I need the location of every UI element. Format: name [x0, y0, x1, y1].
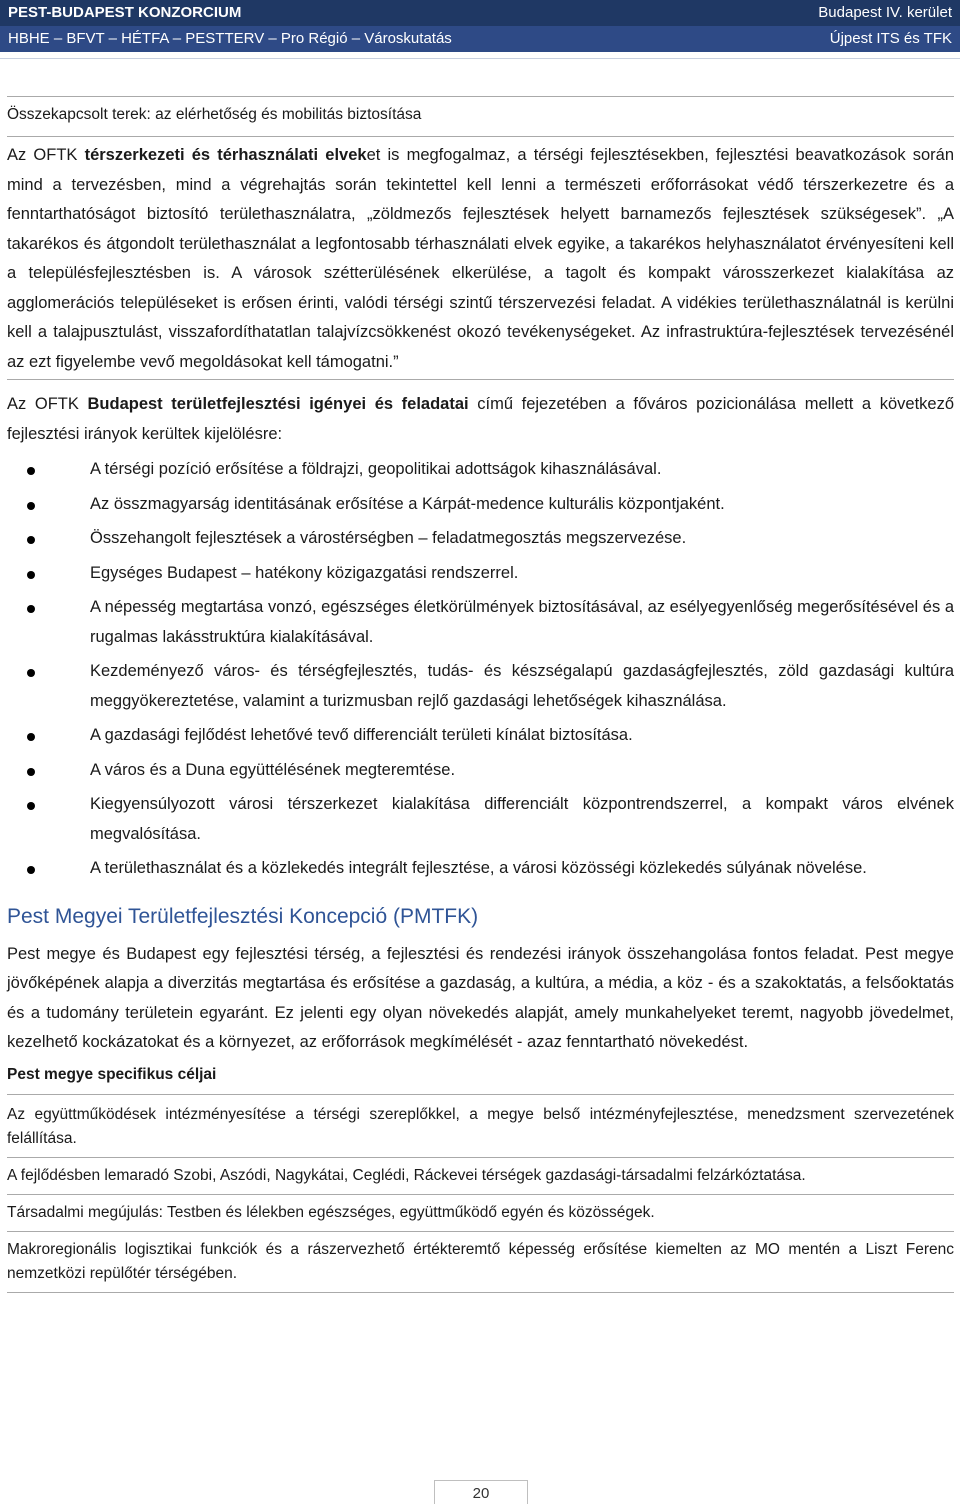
list-item: Kezdeményező város- és térségfejlesztés, tudás- és készségalapú gazdaságfejlesztés, zöld gazdasági kultúra meggyökereztetése, valamint a turizmusban rejlő gazdasági lehetőségek kihasználása.: [7, 657, 954, 716]
goal-item: Társadalmi megújulás: Testben és lélekben egészséges, együttműködő egyén és közösségek.: [7, 1195, 954, 1232]
bullet-icon: [27, 605, 35, 613]
goal-item: Makroregionális logisztikai funkciók és a rászervezhető értékteremtő képesség erősítése kiemelten az MO mentén a Liszt Ferenc nemzetközi repülőtér térségében.: [7, 1232, 954, 1293]
budapest-text-bold: Budapest területfejlesztési igényei és feladatai: [87, 395, 469, 413]
bullet-icon: [27, 866, 35, 874]
header-row-bottom: [0, 26, 960, 52]
goals-list: [7, 1097, 954, 1293]
goal-item: A fejlődésben lemaradó Szobi, Aszódi, Nagykátai, Ceglédi, Ráckevei térségek gazdasági-társadalmi felzárkóztatása.: [7, 1158, 954, 1195]
list-item: Az összmagyarság identitásának erősítése a Kárpát-medence kulturális központjaként.: [7, 490, 954, 520]
pmtfk-paragraph: Pest megye és Budapest egy fejlesztési térség, a fejlesztési és rendezési irányok összehangolása fontos feladat. Pest megye jövőképének alapja a diverzitás megtartása és erősítése a gazdaság, a kultúra, a média, a köz - és a szakoktatás, a felsőoktatás és a tudomány területein egyaránt. Ez jelenti egy olyan növekedés alapját, amely munkahelyeket teremt, nagyobb jövedelmet, kezelhető kockázatokat és a környezet, az erőforrások megkímélését - azaz fenntartható növekedést.: [7, 944, 954, 1051]
bullet-icon: [27, 768, 35, 776]
page-content: [7, 96, 954, 1293]
list-item: Összehangolt fejlesztések a várostérségben – feladatmegosztás megszervezése.: [7, 524, 954, 554]
bullet-icon: [27, 571, 35, 579]
intro-text-a: Az OFTK: [7, 146, 85, 164]
bullet-icon: [27, 467, 35, 475]
list-item: A területhasználat és a közlekedés integrált fejlesztése, a városi közösségi közlekedés súlyának növelése.: [7, 854, 954, 884]
bullet-icon: [27, 502, 35, 510]
header-divider: [0, 58, 960, 59]
page-header: [0, 0, 960, 58]
list-item: Kiegyensúlyozott városi térszerkezet kialakítása differenciált központrendszerrel, a kompakt város elvének megvalósítása.: [7, 790, 954, 849]
intro-text-b: et is megfogalmaz, a térségi fejlesztésekben, fejlesztési beavatkozások során mind a tervezésben, mind a végrehajtás során tekintettel kell lenni a természeti erőforrásokat védő térszerkezetre és a fenntarthatóságot biztosító területhasználatra, „zöldmezős fejlesztések helyett barnamezős fejlesztések szükségesek”. „A takarékos és átgondolt területhasználat a legfontosabb térhasználati elvek egyike, a takarékos helyhasználatot érvényesíteni kell a településfejlesztésben is. A városok szétterülésének elkerülése, a tagolt és kompakt városszerkezet kialakítása az agglomerációs településeket is erősen érinti, valódi térségi szintű térszervezési feladat. A vidékies területhasználatnál is kerülni kell a talajpusztulást, visszafordíthatatlan talajvízcsökkenést okozó tevékenységeket. Az infrastruktúra-fejlesztések tervezésénél az ezt figyelembe vevő megoldásokat kell támogatni.”: [7, 146, 955, 371]
list-item: A népesség megtartása vonzó, egészséges életkörülmények biztosításával, az esélyegyenlőség megerősítésével és a rugalmas lakásstruktúra kialakításával.: [7, 593, 954, 652]
header-district: Budapest IV. kerület: [818, 4, 952, 21]
goals-heading: Pest megye specifikus céljai: [7, 1062, 954, 1095]
intro-text-bold: térszerkezeti és térhasználati elvek: [84, 146, 367, 164]
list-item: Egységes Budapest – hatékony közigazgatási rendszerrel.: [7, 559, 954, 589]
goal-item: Az együttműködések intézményesítése a térségi szereplőkkel, a megye belső intézményfejlesztése, menedzsment szervezetének felállítása.: [7, 1097, 954, 1158]
budapest-text-a: Az OFTK: [7, 395, 88, 413]
intro-paragraph: [7, 136, 954, 377]
bullet-icon: [27, 733, 35, 741]
header-row-top: [0, 0, 960, 26]
bullet-icon: [27, 536, 35, 544]
header-partners: HBHE – BFVT – HÉTFA – PESTTERV – Pro Régió – Városkutatás: [8, 30, 452, 47]
budapest-bullet-list: [7, 455, 954, 884]
page-number: 20: [434, 1480, 528, 1504]
header-study: Újpest ITS és TFK: [829, 30, 952, 47]
budapest-text-b: című fejezetében a főváros pozicionálása mellett a következő fejlesztési irányok kerültek kijelölésre:: [7, 395, 955, 443]
header-org: PEST-BUDAPEST KONZORCIUM: [8, 4, 242, 21]
list-item: A város és a Duna együttélésének megteremtése.: [7, 756, 954, 786]
intro-box: [7, 96, 954, 380]
intro-heading: Összekapcsolt terek: az elérhetőség és mobilitás biztosítása: [7, 106, 422, 123]
bullet-icon: [27, 669, 35, 677]
list-item: A térségi pozíció erősítése a földrajzi, geopolitikai adottságok kihasználásával.: [7, 455, 954, 485]
list-item: A gazdasági fejlődést lehetővé tevő differenciált területi kínálat biztosítása.: [7, 721, 954, 751]
section-title-pmtfk: Pest Megyei Területfejlesztési Koncepció (PMTFK): [7, 904, 479, 928]
budapest-paragraph: [7, 390, 954, 449]
bullet-icon: [27, 802, 35, 810]
